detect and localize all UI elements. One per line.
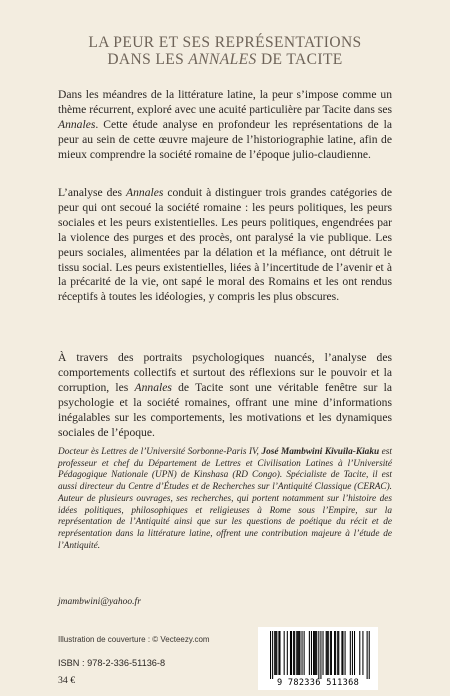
title-line-2-prefix: DANS LES — [107, 51, 189, 68]
barcode-number: 9 782336 511368 — [276, 678, 360, 688]
paragraph-text-run: de Tacite sont une véritable fenêtre sur la psychologie et la société romaines, offrant une mine d’informations inégalables sur les comportements, les motivations et les dynamiques sociales de l’époque. — [58, 380, 392, 439]
barcode-bar — [274, 631, 275, 675]
author-biography — [58, 447, 392, 552]
barcode-bar — [279, 631, 280, 675]
barcode-bars — [258, 627, 378, 679]
bio-text: est professeur et chef du Département de Lettres et Civilisation Latines à l’Université Pédagogique Nationale (UPN) de Kinshasa (RD Congo). Spécialiste de Tacite, il est aussi directeur du Centre d’Études et de Recherches sur l’Antiquité Classique (CERAC). Auteur de plusieurs ouvrages, ses recherches, qui portent notamment sur l’histoire des idées politiques, philosophiques et religieuses à Rome sous l’Empire, sur la représentation de l’Antiquité ainsi que sur les questions de poétique du récit et de représentation dans la littérature latine, offrent une contribution majeure à l’étude de l’Antiquité. — [58, 447, 393, 551]
barcode-bar — [326, 631, 327, 675]
barcode-bar — [278, 631, 279, 675]
barcode-bar — [302, 631, 303, 675]
bio-prefix: Docteur ès Lettres de l’Université Sorbonne-Paris IV, — [58, 447, 262, 457]
barcode-bar — [369, 631, 370, 679]
barcode-bar — [328, 631, 329, 675]
barcode-bar — [287, 631, 288, 675]
paragraph-text-run: À travers des portraits psychologiques nuancés, l’analyse des comportements collectifs et surtout des réflexions sur le pouvoir et la corruption, les — [58, 351, 392, 394]
barcode-bar — [299, 631, 300, 675]
isbn: ISBN : 978-2-336-51136-8 — [58, 658, 166, 668]
barcode-bar — [315, 631, 316, 675]
barcode — [258, 627, 378, 690]
barcode-bar — [290, 631, 291, 675]
barcode-bar — [330, 631, 331, 675]
barcode-bar — [327, 631, 328, 675]
barcode-bar — [309, 631, 310, 675]
author-name: José Mambwini Kivuila-Kiaku — [261, 447, 380, 457]
italic-title-reference: Annales — [58, 117, 96, 131]
barcode-bar — [341, 631, 342, 675]
barcode-bar — [314, 631, 315, 675]
paragraph-text-run: conduit à distinguer trois grandes catégories de peur qui ont secoué la société romaine : les peurs politiques, les peurs sociales et les peurs existentielles. Les peurs politiques, engendrées par la violence des purges et des procès, ont paralysé la vie publique. Les peurs sociales, alimentées par la délation et la méfiance, ont détruit le tissu social. Les peurs existentielles, liées à l’incertitude de l’avenir et à la précarité de la vie, ont sapé le moral des Romains et les ont rendus réceptifs à toutes les idéologies, y compris les plus obscures. — [58, 186, 392, 304]
barcode-bar — [284, 631, 285, 675]
barcode-bar — [311, 631, 312, 675]
barcode-bar — [297, 631, 298, 675]
barcode-bar — [298, 631, 299, 675]
title-line-1: LA PEUR ET SES REPRÉSENTATIONS — [88, 34, 362, 51]
barcode-bar — [331, 631, 332, 675]
barcode-bar — [335, 631, 336, 675]
barcode-bar — [362, 631, 363, 675]
barcode-bar — [337, 631, 338, 675]
title-italic-word: ANNALES — [188, 51, 257, 68]
barcode-bar — [318, 631, 319, 679]
price: 34 € — [58, 675, 76, 686]
barcode-bar — [352, 631, 353, 675]
summary-paragraph-1 — [58, 88, 392, 163]
barcode-bar — [304, 631, 305, 675]
title-line-2 — [0, 51, 450, 68]
author-email: jmambwini@yahoo.fr — [58, 597, 141, 607]
barcode-bar — [316, 631, 317, 675]
barcode-bar — [359, 631, 360, 675]
barcode-bar — [270, 631, 271, 679]
paragraph-text-run: L’analyse des — [58, 186, 127, 199]
barcode-bar — [320, 631, 321, 679]
italic-title-reference: Annales — [126, 186, 164, 199]
barcode-bar — [334, 631, 335, 675]
barcode-bar — [338, 631, 339, 675]
barcode-bar — [354, 631, 355, 675]
paragraph-text-run: Dans les méandres de la littérature latine, la peur s’impose comme un thème récurrent, exploré avec une acuité particulière par Tacite dans ses — [58, 88, 392, 116]
summary-paragraph-3 — [58, 351, 392, 440]
barcode-bar — [345, 631, 346, 675]
title-line-2-suffix: DE TACITE — [256, 51, 343, 68]
barcode-bar — [272, 631, 273, 679]
barcode-bar — [342, 631, 343, 675]
barcode-bar — [293, 631, 294, 675]
book-title — [0, 34, 450, 68]
summary-paragraph-2 — [58, 186, 392, 305]
italic-title-reference: Annales — [134, 380, 172, 394]
barcode-bar — [350, 631, 351, 675]
barcode-bar — [313, 631, 314, 675]
barcode-bar — [367, 631, 368, 679]
paragraph-text-run: . Cette étude analyse en profondeur les représentations de la peur au sein de cette œuvre majeure de l’historiographie latine, afin de mieux comprendre la société romaine de l’époque julio-claudienne. — [58, 117, 392, 161]
illustration-credit: Illustration de couverture : © Vecteezy.com — [58, 635, 210, 644]
barcode-bar — [291, 631, 292, 675]
barcode-bar — [275, 631, 276, 675]
barcode-bar — [296, 631, 297, 675]
barcode-bar — [276, 631, 277, 675]
barcode-bar — [323, 631, 324, 675]
barcode-bar — [294, 631, 295, 675]
